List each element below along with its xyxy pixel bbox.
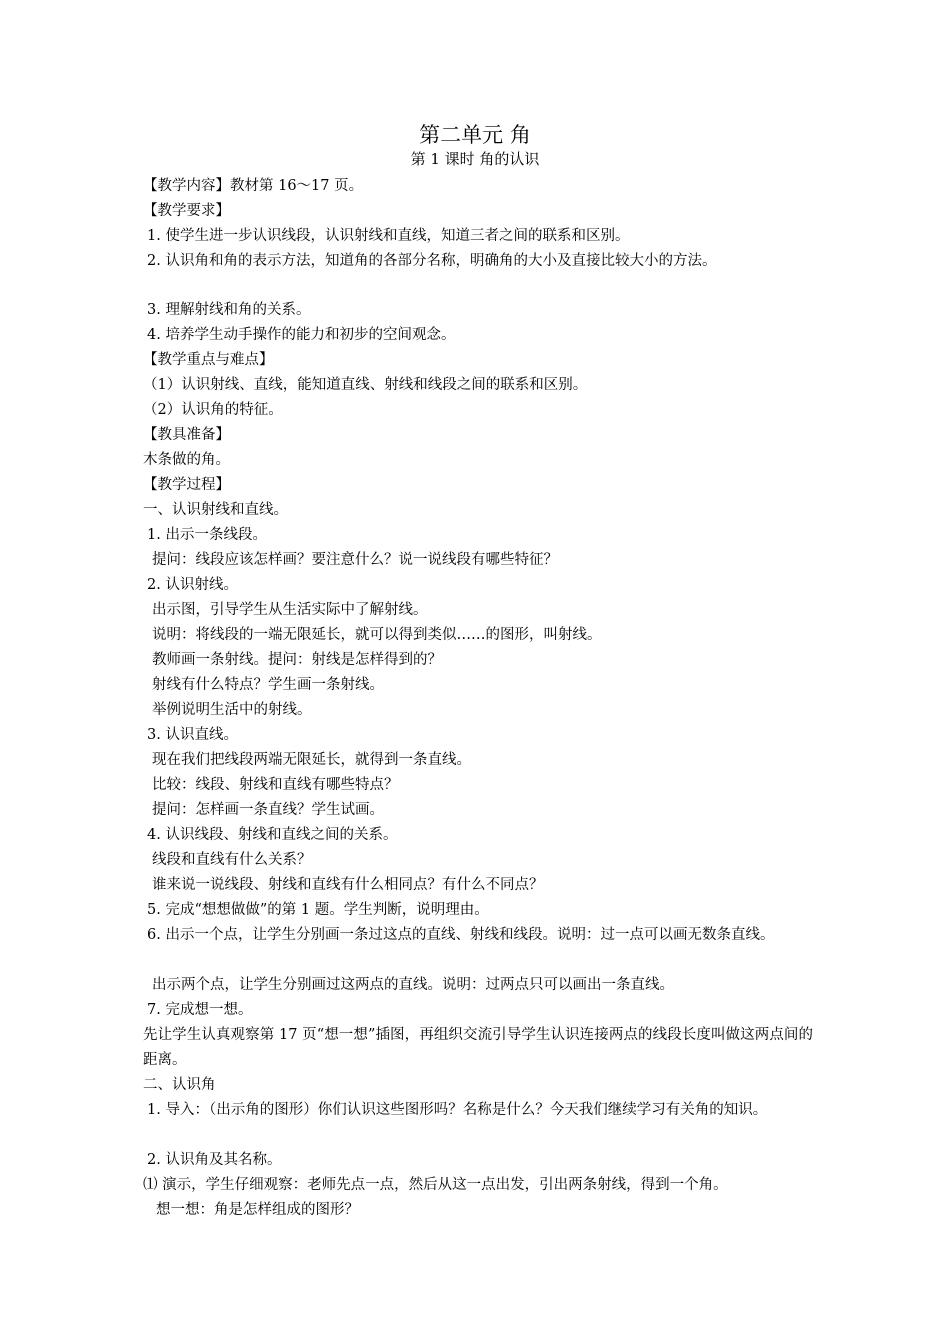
requirement-item-4: 4. 培养学生动手操作的能力和初步的空间观念。 (147, 327, 456, 343)
document-body (143, 174, 813, 1223)
process-part-1-heading: 一、认识射线和直线。 (143, 502, 288, 518)
key-point-2: （2）认识角的特征。 (143, 402, 283, 418)
angle-demo-text: ⑴ 演示，学生仔细观察：老师先点一点，然后从这一点出发，引出两条射线，得到一个角。 (143, 1177, 728, 1193)
requirement-item-2: 2. 认识角和角的表示方法，知道角的各部分名称，明确角的大小及直接比较大小的方法。 (147, 253, 717, 269)
angle-think-text: 想一想：角是怎样组成的图形？ (156, 1202, 359, 1218)
process-text: 举例说明生活中的射线。 (152, 702, 312, 718)
key-point-1: （1）认识射线、直线，能知道直线、射线和线段之间的联系和区别。 (143, 377, 588, 393)
process-step-5: 5. 完成“想想做做”的第 1 题。学生判断，说明理由。 (147, 902, 489, 918)
process-step-1: 1. 出示一条线段。 (147, 527, 267, 543)
process-text-distance: 先让学生认真观察第 17 页“想一想”插图，再组织交流引导学生认识连接两点的线段长度叫做这两点间的距离。 (143, 1027, 813, 1068)
process-text: 线段和直线有什么关系？ (152, 852, 312, 868)
section-heading-process: 【教学过程】 (143, 477, 230, 493)
requirement-item-3: 3. 理解射线和角的关系。 (147, 302, 311, 318)
angle-step-1: 1. 导入：（出示角的图形）你们认识这些图形吗？名称是什么？今天我们继续学习有关角的知识。 (147, 1102, 768, 1118)
process-step-2: 2. 认识射线。 (147, 577, 238, 593)
section-heading-materials: 【教具准备】 (143, 427, 230, 443)
process-text: 教师画一条射线。提问：射线是怎样得到的？ (152, 652, 442, 668)
process-text: 出示两个点，让学生分别画过这两点的直线。说明：过两点只可以画出一条直线。 (152, 977, 674, 993)
process-text: 说明：将线段的一端无限延长，就可以得到类似……的图形，叫射线。 (152, 627, 602, 643)
process-step-7: 7. 完成想一想。 (147, 1002, 253, 1018)
teaching-content-line: 【教学内容】教材第 16～17 页。 (143, 178, 364, 194)
process-part-2-heading: 二、认识角 (143, 1077, 216, 1093)
unit-title: 第二单元 角 (419, 123, 531, 147)
process-text: 出示图，引导学生从生活实际中了解射线。 (152, 602, 428, 618)
blank-line (143, 274, 813, 298)
process-step-6: 6. 出示一个点，让学生分别画一条过这点的直线、射线和线段。说明：过一点可以画无数条直线。 (147, 927, 775, 943)
process-step-3: 3. 认识直线。 (147, 727, 238, 743)
materials-text: 木条做的角。 (143, 452, 230, 468)
process-text: 提问：怎样画一条直线？学生试画。 (152, 802, 384, 818)
angle-step-2: 2. 认识角及其名称。 (147, 1152, 282, 1168)
lesson-subtitle: 第 1 课时 角的认识 (410, 150, 540, 168)
section-heading-requirements: 【教学要求】 (143, 203, 230, 219)
process-text: 比较：线段、射线和直线有哪些特点？ (152, 777, 399, 793)
process-text: 提问：线段应该怎样画？要注意什么？说一说线段有哪些特征？ (152, 552, 558, 568)
section-heading-key-points: 【教学重点与难点】 (143, 352, 274, 368)
process-text: 现在我们把线段两端无限延长，就得到一条直线。 (152, 752, 471, 768)
process-text: 谁来说一说线段、射线和直线有什么相同点？有什么不同点？ (152, 877, 544, 893)
requirement-item-1: 1. 使学生进一步认识线段，认识射线和直线，知道三者之间的联系和区别。 (147, 228, 630, 244)
process-text: 射线有什么特点？学生画一条射线。 (152, 677, 384, 693)
process-step-4: 4. 认识线段、射线和直线之间的关系。 (147, 827, 398, 843)
